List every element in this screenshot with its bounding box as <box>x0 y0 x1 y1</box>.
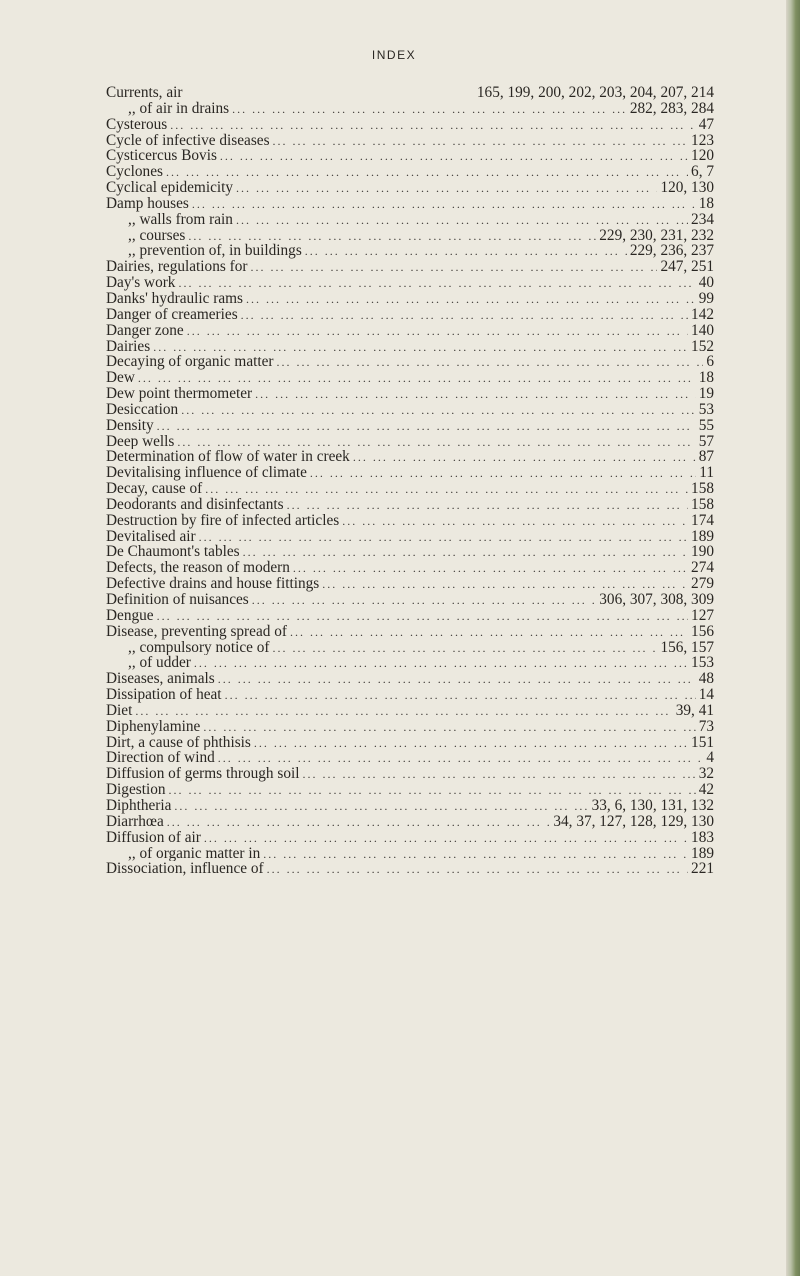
index-term: Damp houses <box>106 195 189 212</box>
index-term: De Chaumont's tables <box>106 544 240 561</box>
dot-leader <box>157 419 696 434</box>
index-term: Day's work <box>106 275 176 291</box>
dot-leader <box>205 482 688 497</box>
index-entry <box>106 291 714 307</box>
dot-leader <box>170 118 696 133</box>
page-numbers: 151 <box>691 734 714 751</box>
dot-leader <box>187 324 688 339</box>
index-term: Desiccation <box>106 401 179 418</box>
page-numbers: 40 <box>698 275 714 291</box>
dot-leader <box>277 355 704 370</box>
index-entry <box>106 782 714 798</box>
index-entry <box>106 196 714 212</box>
index-term: Dew <box>106 370 135 387</box>
dot-leader <box>166 165 688 180</box>
index-entry <box>106 386 714 402</box>
dot-leader <box>254 736 688 751</box>
page-numbers: 39, 41 <box>675 702 714 719</box>
index-term: Dissipation of heat <box>106 687 222 703</box>
index-entry <box>106 798 714 814</box>
dot-leader <box>353 450 696 465</box>
page-numbers: 11 <box>699 465 714 482</box>
page-numbers: 127 <box>691 607 714 624</box>
page-numbers: 55 <box>698 417 714 434</box>
index-entry <box>106 640 714 656</box>
dot-leader <box>255 387 696 402</box>
index-term: Dairies <box>106 338 151 355</box>
index-term: Deep wells <box>106 433 175 450</box>
dot-leader <box>310 466 696 481</box>
index-term: Danger zone <box>106 322 184 339</box>
dot-leader <box>232 102 627 117</box>
page-numbers: 34, 37, 127, 128, 129, 130 <box>553 813 714 830</box>
index-term: Dengue <box>106 607 154 624</box>
index-term: Diphenylamine <box>106 718 201 735</box>
dot-leader <box>203 720 695 735</box>
index-term: Cycle of infective diseases <box>106 132 270 149</box>
index-term: Diffusion of air <box>106 829 201 846</box>
dot-leader <box>287 498 688 513</box>
page-numbers: 152 <box>691 338 714 355</box>
index-term: Diphtheria <box>106 797 172 814</box>
dot-leader <box>194 656 688 671</box>
index-entry <box>106 592 714 608</box>
page-numbers: 234 <box>691 211 714 228</box>
index-entry <box>106 323 714 339</box>
page-numbers: 99 <box>698 290 714 307</box>
index-entry <box>106 307 714 323</box>
index-term: Disease, preventing spread of <box>106 623 287 640</box>
index-term: Cyclones <box>106 164 163 181</box>
index-term: Cysterous <box>106 116 168 133</box>
page-numbers: 229, 236, 237 <box>629 243 714 260</box>
index-entry <box>106 497 714 513</box>
dot-leader <box>322 577 688 592</box>
index-term: Diarrhœa <box>106 813 164 830</box>
page-numbers: 18 <box>698 370 714 387</box>
index-entry <box>106 370 714 386</box>
index-entry <box>106 339 714 355</box>
dot-leader <box>220 149 688 164</box>
index-term: Diffusion of germs through soil <box>106 766 300 783</box>
page-numbers: 4 <box>706 750 714 767</box>
page-numbers: 165, 199, 200, 202, 203, 204, 207, 214 <box>476 85 714 101</box>
dot-leader <box>167 815 551 830</box>
index-term: Decay, cause of <box>106 481 203 497</box>
page-numbers: 18 <box>698 195 714 212</box>
dot-leader <box>135 704 672 719</box>
index-term: ,, of air in drains <box>128 100 230 117</box>
dot-leader <box>250 260 657 275</box>
page-numbers: 42 <box>698 782 714 798</box>
index-entry <box>106 814 714 830</box>
index-term: ,, courses <box>128 227 186 244</box>
page-numbers: 123 <box>691 132 714 149</box>
index-entry <box>106 180 714 196</box>
index-entry <box>106 766 714 782</box>
index-term: Dairies, regulations for <box>106 259 248 276</box>
index-term: Definition of nuisances <box>106 592 249 608</box>
index-entry <box>106 671 714 687</box>
page-numbers: 53 <box>698 401 714 418</box>
index-entry <box>106 513 714 529</box>
index-entry <box>106 449 714 465</box>
index-term: Determination of flow of water in creek <box>106 449 350 466</box>
index-entry <box>106 243 714 259</box>
index-term: Danger of creameries <box>106 306 238 323</box>
index-entry <box>106 481 714 497</box>
page-numbers: 6, 7 <box>691 164 714 181</box>
page-numbers: 221 <box>691 861 714 878</box>
index-term: Currents, air <box>106 85 183 101</box>
page-numbers: 33, 6, 130, 131, 132 <box>591 797 714 814</box>
dot-leader <box>272 641 657 656</box>
index-term: ,, compulsory notice of <box>128 639 270 656</box>
page-numbers: 19 <box>698 386 714 402</box>
page-numbers: 6 <box>706 354 714 371</box>
dot-leader <box>225 688 696 703</box>
dot-leader <box>290 625 688 640</box>
page-numbers: 120, 130 <box>660 180 714 196</box>
dot-leader <box>204 831 688 846</box>
index-entry <box>106 465 714 481</box>
page-numbers: 73 <box>698 718 714 735</box>
index-term: Devitalising influence of climate <box>106 465 307 482</box>
dot-leader <box>192 197 696 212</box>
index-entry <box>106 750 714 766</box>
index-entry <box>106 418 714 434</box>
index-term: Density <box>106 417 154 434</box>
dot-leader <box>181 403 695 418</box>
index-entry <box>106 830 714 846</box>
page-numbers: 57 <box>698 433 714 450</box>
dot-leader <box>236 181 657 196</box>
index-entry <box>106 560 714 576</box>
dot-leader <box>241 308 688 323</box>
index-entry <box>106 624 714 640</box>
index-entry <box>106 719 714 735</box>
dot-leader <box>302 767 695 782</box>
index-entry <box>106 735 714 751</box>
index-entry <box>106 576 714 592</box>
index-entry <box>106 228 714 244</box>
page-numbers: 282, 283, 284 <box>629 100 714 117</box>
dot-leader <box>246 292 696 307</box>
page-numbers: 156, 157 <box>660 639 714 656</box>
page-numbers: 156 <box>691 623 714 640</box>
index-entry <box>106 529 714 545</box>
dot-leader <box>273 134 689 149</box>
index-entry <box>106 402 714 418</box>
index-entry <box>106 655 714 671</box>
index-term: Dirt, a cause of phthisis <box>106 734 251 751</box>
page-numbers: 158 <box>691 481 714 497</box>
page-numbers: 48 <box>698 671 714 688</box>
binding-edge <box>786 0 800 1276</box>
dot-leader <box>169 783 696 798</box>
page-numbers: 306, 307, 308, 309 <box>599 592 714 608</box>
dot-leader <box>263 847 688 862</box>
page-numbers: 158 <box>691 496 714 513</box>
index-entry <box>106 212 714 228</box>
page-numbers: 274 <box>691 560 714 577</box>
index-term: Devitalised air <box>106 528 196 545</box>
index-entry <box>106 133 714 149</box>
index-entry <box>106 703 714 719</box>
page-numbers: 190 <box>691 544 714 561</box>
page-numbers: 279 <box>691 576 714 592</box>
index-term: Deodorants and disinfectants <box>106 496 284 513</box>
page-numbers: 229, 230, 231, 232 <box>599 227 714 244</box>
index-list <box>106 85 714 877</box>
page-numbers: 120 <box>691 148 714 165</box>
dot-leader <box>174 799 588 814</box>
page-numbers: 189 <box>691 528 714 545</box>
dot-leader <box>138 371 696 386</box>
page-numbers: 142 <box>691 306 714 323</box>
index-term: Defects, the reason of modern <box>106 560 290 577</box>
index-term: Cysticercus Bovis <box>106 148 217 165</box>
index-entry <box>106 164 714 180</box>
index-entry <box>106 434 714 450</box>
page-numbers: 174 <box>691 512 714 529</box>
index-term: ,, of organic matter in <box>128 845 261 862</box>
index-entry <box>106 608 714 624</box>
index-term: Diet <box>106 702 133 719</box>
index-entry <box>106 117 714 133</box>
dot-leader <box>342 514 688 529</box>
index-term: ,, walls from rain <box>128 211 233 228</box>
page-numbers: 140 <box>691 322 714 339</box>
index-term: Digestion <box>106 782 166 798</box>
index-entry <box>106 85 714 101</box>
index-term: ,, of udder <box>128 655 191 672</box>
page-numbers: 47 <box>698 116 714 133</box>
dot-leader <box>252 593 597 608</box>
index-term: Cyclical epidemicity <box>106 180 234 196</box>
page-numbers: 153 <box>691 655 714 672</box>
index-term: Defective drains and house fittings <box>106 576 320 592</box>
index-entry <box>106 275 714 291</box>
index-term: Diseases, animals <box>106 671 215 688</box>
dot-leader <box>157 609 688 624</box>
page-numbers: 32 <box>698 766 714 783</box>
page-numbers: 87 <box>698 449 714 466</box>
index-entry <box>106 148 714 164</box>
page-numbers: 14 <box>698 687 714 703</box>
index-entry <box>106 861 714 877</box>
dot-leader <box>178 276 695 291</box>
dot-leader <box>188 229 596 244</box>
index-term: Dissociation, influence of <box>106 861 264 878</box>
index-entry <box>106 354 714 370</box>
index-term: Dew point thermometer <box>106 386 253 402</box>
page-header: INDEX <box>371 48 417 62</box>
page-numbers: 189 <box>691 845 714 862</box>
dot-leader <box>243 545 688 560</box>
dot-leader <box>305 244 627 259</box>
index-term: Destruction by fire of infected articles <box>106 512 340 529</box>
dot-leader <box>236 213 688 228</box>
index-entry <box>106 687 714 703</box>
dot-leader <box>199 530 688 545</box>
page-numbers: 183 <box>691 829 714 846</box>
index-term: ,, prevention of, in buildings <box>128 243 302 260</box>
index-term: Decaying of organic matter <box>106 354 274 371</box>
index-entry <box>106 259 714 275</box>
page-numbers: 247, 251 <box>660 259 714 276</box>
index-term: Danks' hydraulic rams <box>106 290 243 307</box>
dot-leader <box>153 340 688 355</box>
dot-leader <box>177 435 695 450</box>
index-term: Direction of wind <box>106 750 215 767</box>
index-entry <box>106 544 714 560</box>
dot-leader <box>267 862 688 877</box>
dot-leader <box>293 561 688 576</box>
index-entry <box>106 101 714 117</box>
index-entry <box>106 846 714 862</box>
dot-leader <box>218 672 696 687</box>
dot-leader <box>218 751 704 766</box>
